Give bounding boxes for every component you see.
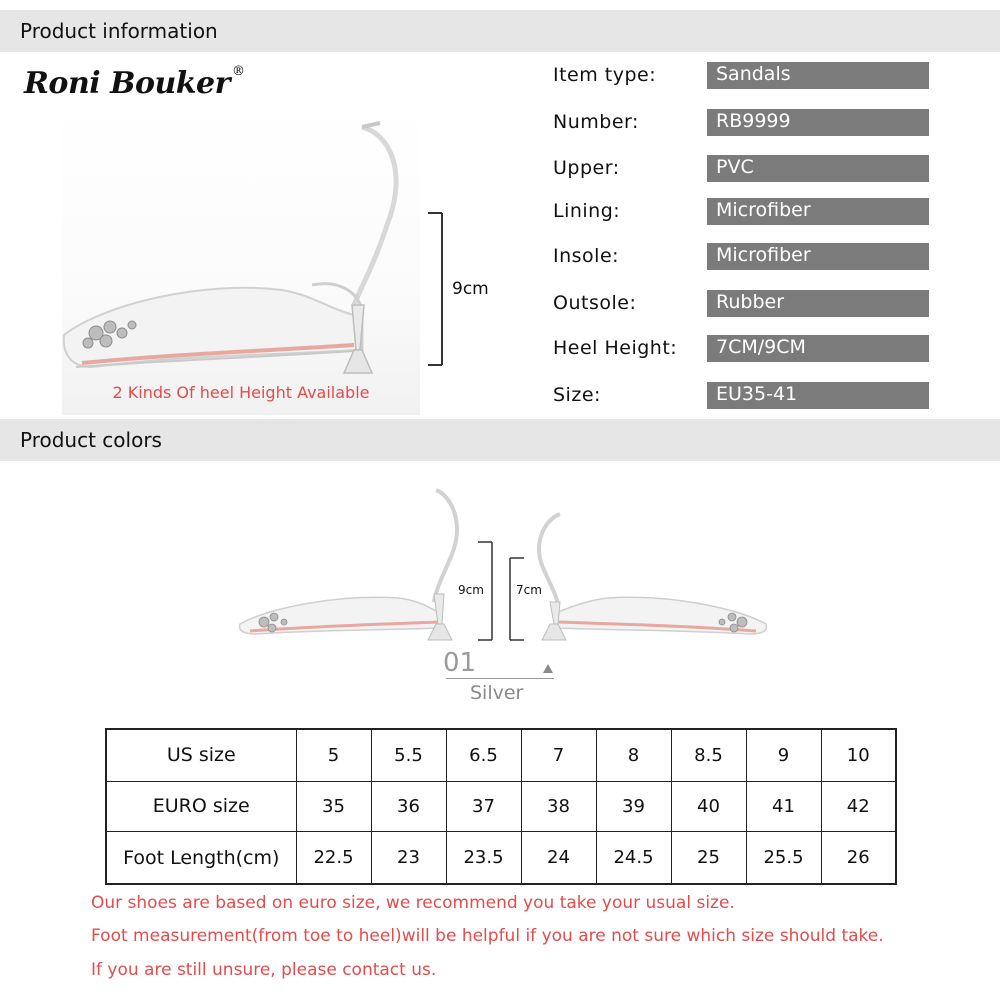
table-cell: 25 (671, 832, 746, 884)
size-note-2: Foot measurement(from toe to heel)will be helpful if you are not sure which size should take. (91, 926, 884, 946)
size-note-1: Our shoes are based on euro size, we recommend you take your usual size. (91, 893, 735, 913)
spec-number (553, 109, 933, 137)
spec-label: Lining: (553, 200, 621, 222)
color-underline (446, 678, 554, 679)
row-header: EURO size (106, 781, 296, 832)
right-heel-height-label: 7cm (516, 583, 542, 597)
spec-value: RB9999 (707, 109, 929, 136)
spec-label: Item type: (553, 64, 657, 86)
spec-label: Upper: (553, 157, 620, 179)
table-cell: 42 (821, 781, 896, 832)
left-heel-height-label: 9cm (458, 583, 484, 597)
heel-height-label: 9cm (452, 279, 489, 299)
spec-heel-height (553, 335, 933, 363)
section-header-product-information (0, 10, 1000, 52)
table-row (106, 781, 896, 832)
color-variant-photo (238, 484, 768, 644)
triangle-icon (543, 664, 553, 673)
spec-value: Sandals (707, 62, 929, 89)
table-cell: 38 (521, 781, 596, 832)
section-header-product-colors (0, 419, 1000, 461)
table-cell: 23 (371, 832, 446, 884)
spec-item-type (553, 62, 933, 90)
table-cell: 7 (521, 729, 596, 781)
table-cell: 36 (371, 781, 446, 832)
table-row (106, 832, 896, 884)
table-cell: 39 (596, 781, 671, 832)
spec-value: 7CM/9CM (707, 335, 929, 362)
spec-value: PVC (707, 155, 929, 182)
table-cell: 8 (596, 729, 671, 781)
size-note-3: If you are still unsure, please contact us. (91, 960, 437, 980)
brand-logo (24, 64, 244, 101)
spec-label: Size: (553, 384, 601, 406)
table-cell: 24.5 (596, 832, 671, 884)
product-photo (62, 105, 420, 415)
table-cell: 41 (746, 781, 821, 832)
spec-label: Outsole: (553, 292, 637, 314)
table-cell: 35 (296, 781, 371, 832)
table-row (106, 729, 896, 781)
heel-options-caption: 2 Kinds Of heel Height Available (112, 383, 370, 402)
table-cell: 23.5 (446, 832, 521, 884)
spec-value: Microfiber (707, 243, 929, 270)
table-cell: 6.5 (446, 729, 521, 781)
table-cell: 40 (671, 781, 746, 832)
spec-insole (553, 243, 933, 271)
clear-slingback-heel-image (62, 105, 420, 415)
spec-label: Heel Height: (553, 337, 678, 359)
spec-lining (553, 198, 933, 226)
table-cell: 8.5 (671, 729, 746, 781)
color-number: 01 (443, 648, 477, 678)
table-cell: 24 (521, 832, 596, 884)
registered-mark: ® (231, 64, 245, 79)
table-cell: 5 (296, 729, 371, 781)
spec-upper (553, 155, 933, 183)
row-header: US size (106, 729, 296, 781)
color-name: Silver (470, 682, 524, 704)
spec-label: Number: (553, 111, 639, 133)
heel-height-bracket (424, 212, 448, 366)
spec-value: EU35-41 (707, 382, 929, 409)
spec-value: Rubber (707, 290, 929, 317)
spec-label: Insole: (553, 245, 620, 267)
table-cell: 22.5 (296, 832, 371, 884)
table-cell: 26 (821, 832, 896, 884)
table-cell: 25.5 (746, 832, 821, 884)
section-title: Product colors (20, 428, 162, 452)
table-cell: 37 (446, 781, 521, 832)
brand-name: Roni Bouker (24, 66, 230, 101)
section-title: Product information (20, 19, 218, 43)
spec-outsole (553, 290, 933, 318)
table-cell: 9 (746, 729, 821, 781)
silver-heels-pair-image (238, 484, 768, 644)
spec-value: Microfiber (707, 198, 929, 225)
table-cell: 5.5 (371, 729, 446, 781)
size-chart-table (105, 728, 897, 885)
table-cell: 10 (821, 729, 896, 781)
row-header: Foot Length(cm) (106, 832, 296, 884)
spec-size (553, 382, 933, 410)
